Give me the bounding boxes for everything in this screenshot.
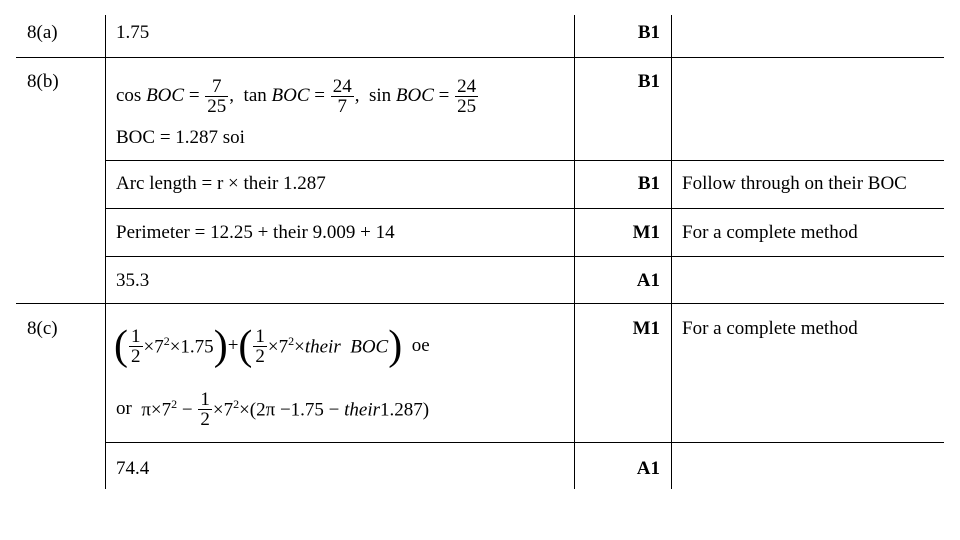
mark-cell: A1 [636,458,660,479]
guidance-cell: For a complete method [682,318,858,339]
mark-cell: B1 [637,173,660,194]
row-divider [105,442,944,443]
mark-cell: M1 [632,222,660,243]
row-divider [105,160,944,161]
alternative-formula: or $\pi\times 7^2$ − $\frac{1}{2}$ $\times 7^2\times(2\pi -1.75$ − their1.287) [116,388,430,430]
answer-cell: Arc length = r × their 1.287 [116,173,326,194]
row-divider [16,303,944,304]
row-divider [105,256,944,257]
answer-cell: 74.4 [116,458,150,479]
mark-cell: B1 [637,22,660,43]
or-label: or [116,398,132,419]
column-divider [574,15,575,489]
guidance-cell: Follow through on their BOC [682,173,907,194]
answer-cell: Perimeter = 12.25 + their 9.009 + 14 [116,222,395,243]
row-divider [16,57,944,58]
question-number: 8(a) [27,22,58,43]
column-divider [105,15,106,489]
mark-cell: A1 [636,270,660,291]
answer-cell: BOC = 1.287 soi [116,127,245,148]
guidance-cell: For a complete method [682,222,858,243]
fraction-denominator: 25 [207,95,227,117]
answer-cell: 35.3 [116,270,150,291]
answer-cell: 1.75 [116,22,150,43]
fraction-numerator: 24 [457,75,477,97]
fraction-numerator: 7 [212,75,222,97]
fraction-denominator: 25 [457,95,477,117]
oe-label: oe [411,335,430,356]
trig-ratios-formula: cos BOC = $\frac{7}{25}$ , tan BOC = $\frac{24}{7}$ , sin BOC = $\frac{24}{25}$ [116,75,477,117]
fraction-denominator: 7 [331,96,354,116]
sector-area-formula: ( $\frac{1}{2}$ $\times 7^2\times 1.75$ ) + ( $\frac{1}{2}$ $\times 7^2\times their$ BOC ) oe [114,323,430,369]
column-divider [671,15,672,489]
mark-cell: B1 [637,71,660,92]
question-number: 8(b) [27,71,59,92]
row-divider [105,208,944,209]
mark-cell: M1 [632,318,660,339]
fraction-numerator: 24 [332,75,352,97]
question-number: 8(c) [27,318,58,339]
